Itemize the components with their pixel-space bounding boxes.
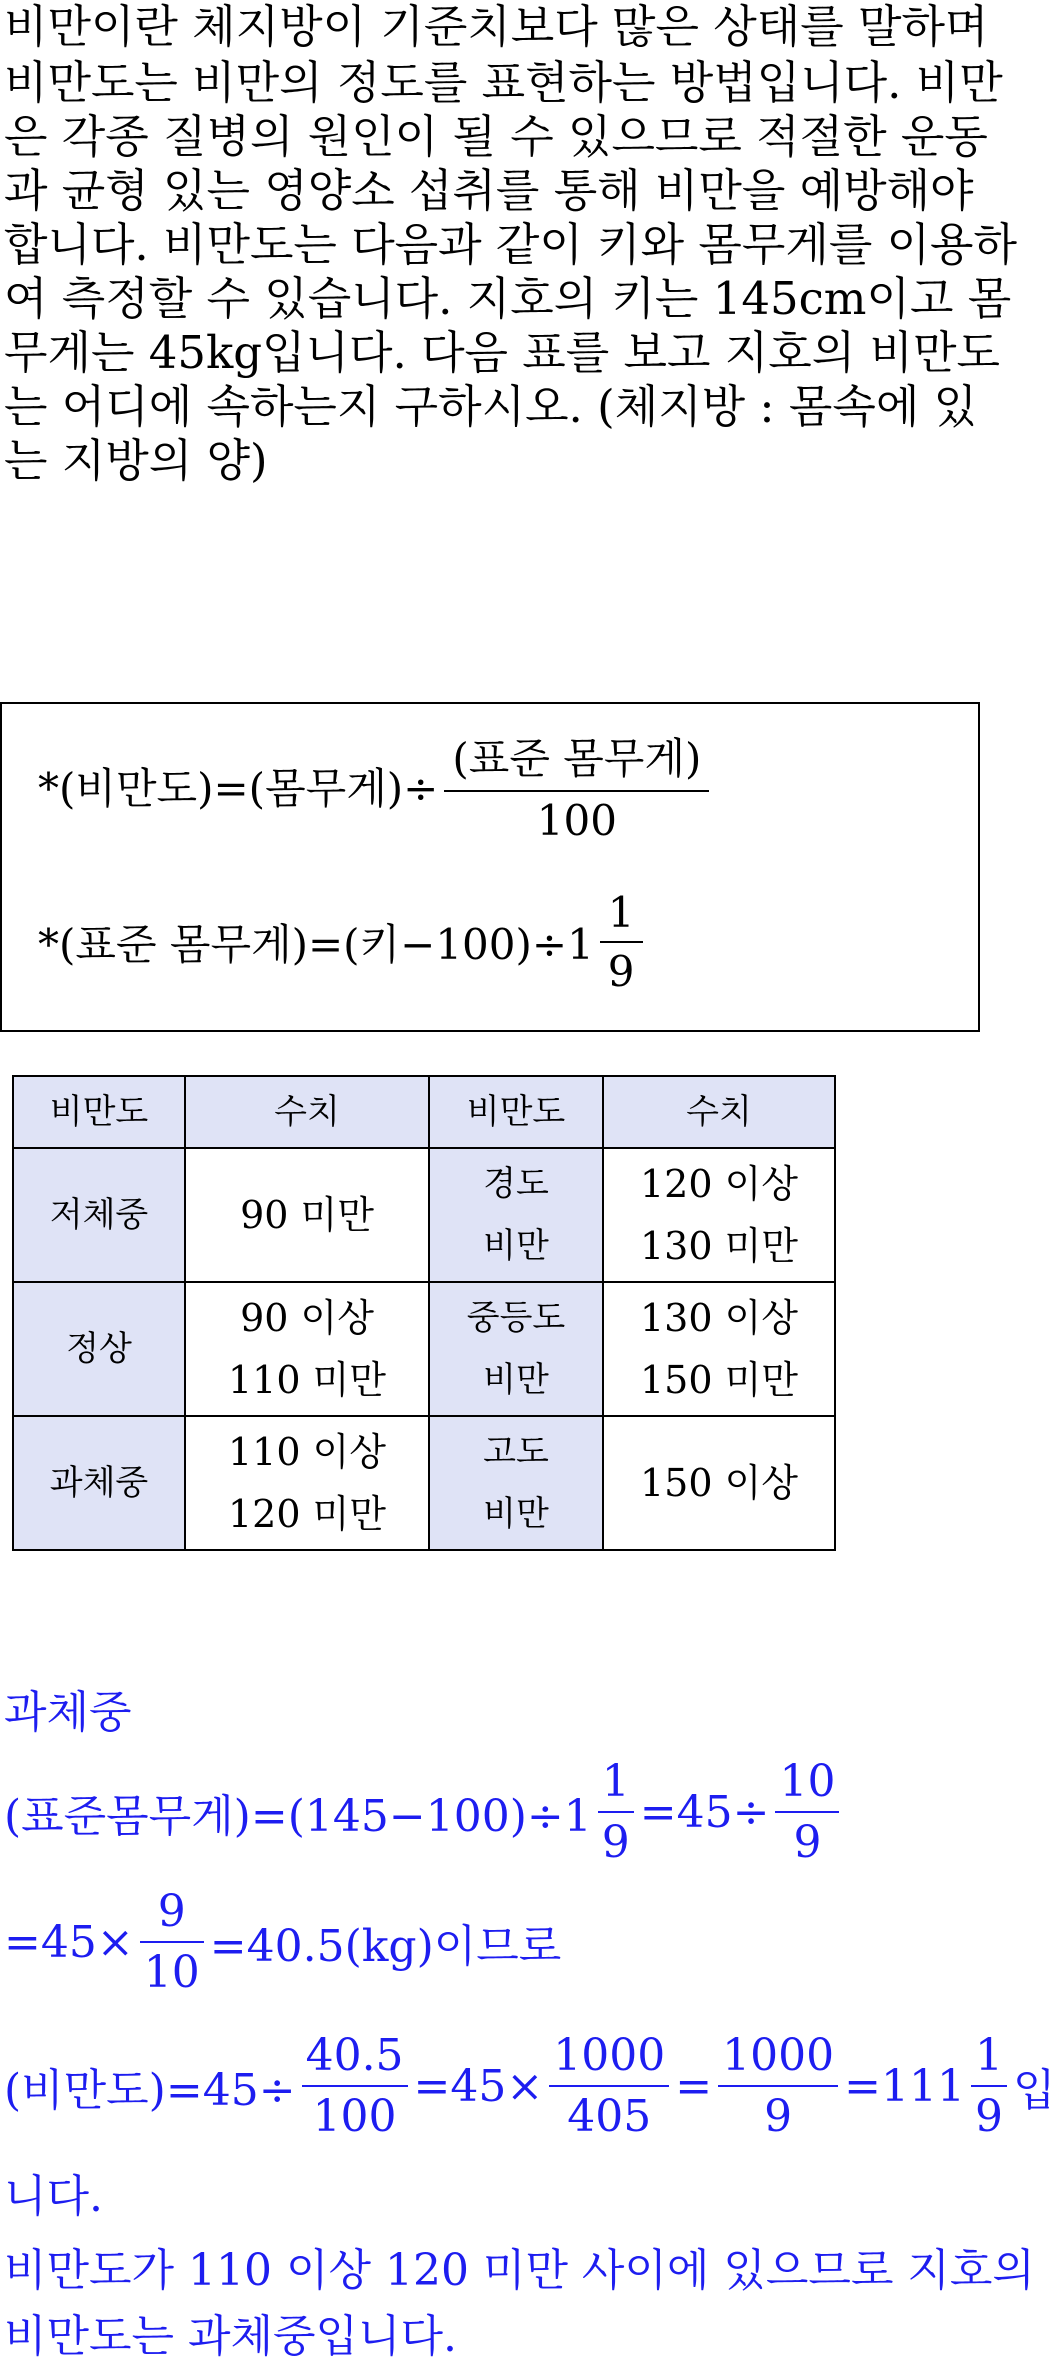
table-cell	[429, 1148, 603, 1282]
fraction	[600, 888, 643, 996]
problem-line: 여 측정할 수 있습니다. 지호의 키는 145cm이고 몸	[4, 272, 1012, 325]
formula-text: *(표준 몸무게)=(키−100)÷1	[38, 920, 594, 969]
fraction-denominator: 9	[764, 2091, 793, 2142]
fraction	[775, 1756, 839, 1868]
cell-text: 고도	[483, 1432, 549, 1472]
fraction-bar	[971, 2085, 1007, 2087]
cell-text: 120 미만	[227, 1492, 387, 1536]
table-cell	[185, 1282, 429, 1416]
solution-line-6	[4, 2300, 457, 2364]
formula-text: *(비만도)=(몸무게)÷	[38, 763, 439, 813]
fraction-denominator: 9	[974, 2091, 1003, 2142]
cell-text: 130 이상	[639, 1296, 799, 1340]
problem-line: 비만이란 체지방이 기준치보다 많은 상태를 말하며	[4, 0, 989, 53]
table-cell	[603, 1282, 835, 1416]
solution-line-3	[4, 2030, 1056, 2142]
cell-text: 저체중	[49, 1195, 149, 1235]
fraction-bar	[718, 2085, 838, 2087]
fraction-bar	[444, 790, 709, 792]
cell-text: 150 미만	[639, 1358, 799, 1402]
problem-line: 은 각종 질병의 원인이 될 수 있으므로 적절한 운동	[4, 110, 988, 163]
table-header: 수치	[603, 1076, 835, 1148]
solution-line-4	[4, 2160, 103, 2224]
cell-text: 과체중	[49, 1463, 149, 1503]
fraction-denominator: 9	[607, 947, 635, 996]
problem-line: 는 지방의 양)	[4, 434, 268, 487]
problem-line: 과 균형 있는 영양소 섭취를 통해 비만을 예방해야	[4, 164, 974, 217]
cell-text: 90 미만	[240, 1193, 374, 1237]
solution-answer	[4, 1676, 132, 1740]
table-cell	[13, 1416, 185, 1550]
solution-line-5	[4, 2234, 1035, 2298]
solution-text: =111	[844, 2060, 965, 2112]
fraction-numerator: 1	[974, 2030, 1003, 2081]
problem-line: 는 어디에 속하는지 구하시오. (체지방 : 몸속에 있	[4, 380, 978, 433]
problem-line: 무게는 45kg입니다. 다음 표를 보고 지호의 비만도	[4, 326, 1000, 379]
cell-text: 비만	[483, 1226, 549, 1266]
cell-text: 90 이상	[240, 1296, 374, 1340]
cell-text: 110 이상	[227, 1430, 387, 1474]
problem-line: 비만도는 비만의 정도를 표현하는 방법입니다. 비만	[4, 56, 1003, 109]
fraction-denominator: 100	[536, 796, 617, 845]
fraction-numerator: 40.5	[305, 2030, 404, 2081]
fraction-bar	[600, 941, 643, 943]
fraction	[971, 2030, 1007, 2142]
solution-text: 입	[1012, 2065, 1056, 2116]
fraction-denominator: 10	[143, 1947, 200, 1998]
table-row	[13, 1282, 835, 1416]
table-cell	[13, 1282, 185, 1416]
fraction-numerator: 1000	[553, 2030, 666, 2081]
cell-text: 130 미만	[639, 1224, 799, 1268]
table-cell	[429, 1416, 603, 1550]
fraction-denominator: 405	[567, 2091, 652, 2142]
solution-text: =45×	[413, 2060, 544, 2112]
cell-text: 정상	[66, 1329, 132, 1369]
solution-text: =40.5(kg)이므로	[209, 1921, 562, 1972]
cell-text: 110 미만	[227, 1358, 387, 1402]
cell-text: 경도	[483, 1164, 549, 1204]
table-header: 수치	[185, 1076, 429, 1148]
fraction	[549, 2030, 669, 2142]
fraction	[140, 1886, 204, 1998]
bmi-formula	[38, 726, 715, 845]
fraction-numerator: 9	[157, 1886, 186, 1937]
solution-text: =45÷	[639, 1786, 770, 1838]
solution-text: 니다.	[4, 2171, 103, 2222]
solution-line-1	[4, 1756, 845, 1868]
table-cell	[185, 1148, 429, 1282]
fraction	[444, 726, 709, 845]
table-cell	[13, 1148, 185, 1282]
cell-text: 120 이상	[639, 1162, 799, 1206]
fraction-bar	[549, 2085, 669, 2087]
fraction-numerator: (표준 몸무게)	[452, 734, 702, 783]
table-cell	[185, 1416, 429, 1550]
table-header: 비만도	[13, 1076, 185, 1148]
fraction-denominator: 100	[312, 2091, 397, 2142]
table-cell	[429, 1282, 603, 1416]
standard-weight-formula	[38, 888, 649, 996]
cell-text: 비만	[483, 1360, 549, 1400]
fraction	[718, 2030, 838, 2142]
solution-text: =45×	[4, 1916, 134, 1968]
solution-text: (표준몸무게)=(145−100)÷1	[4, 1791, 592, 1842]
cell-text: 비만	[483, 1494, 549, 1534]
fraction-numerator: 10	[779, 1756, 836, 1807]
problem-line: 합니다. 비만도는 다음과 같이 키와 몸무게를 이용하	[4, 218, 1018, 271]
cell-text: 중등도	[466, 1298, 566, 1338]
table-row	[13, 1148, 835, 1282]
table-cell	[603, 1148, 835, 1282]
cell-text: 150 이상	[639, 1461, 799, 1505]
solution-text: (비만도)=45÷	[4, 2065, 296, 2116]
answer-text: 과체중	[4, 1687, 132, 1738]
fraction-numerator: 1000	[722, 2030, 835, 2081]
table-row	[13, 1416, 835, 1550]
table-header-row	[13, 1076, 835, 1148]
fraction-bar	[598, 1811, 634, 1813]
fraction-denominator: 9	[601, 1817, 630, 1868]
table-header: 비만도	[429, 1076, 603, 1148]
fraction-bar	[140, 1941, 204, 1943]
fraction-bar	[775, 1811, 839, 1813]
solution-text: =	[675, 2060, 713, 2112]
solution-line-2	[4, 1886, 561, 1998]
solution-text: 비만도는 과체중입니다.	[4, 2311, 458, 2362]
fraction	[302, 2030, 408, 2142]
table-cell	[603, 1416, 835, 1550]
fraction-bar	[302, 2085, 408, 2087]
fraction-numerator: 1	[607, 888, 635, 937]
fraction-denominator: 9	[793, 1817, 822, 1868]
bmi-table	[12, 1075, 836, 1551]
solution-text: 비만도가 110 이상 120 미만 사이에 있으므로 지호의	[4, 2245, 1035, 2296]
fraction	[598, 1756, 634, 1868]
formula-box	[0, 702, 980, 1032]
fraction-numerator: 1	[601, 1756, 630, 1807]
